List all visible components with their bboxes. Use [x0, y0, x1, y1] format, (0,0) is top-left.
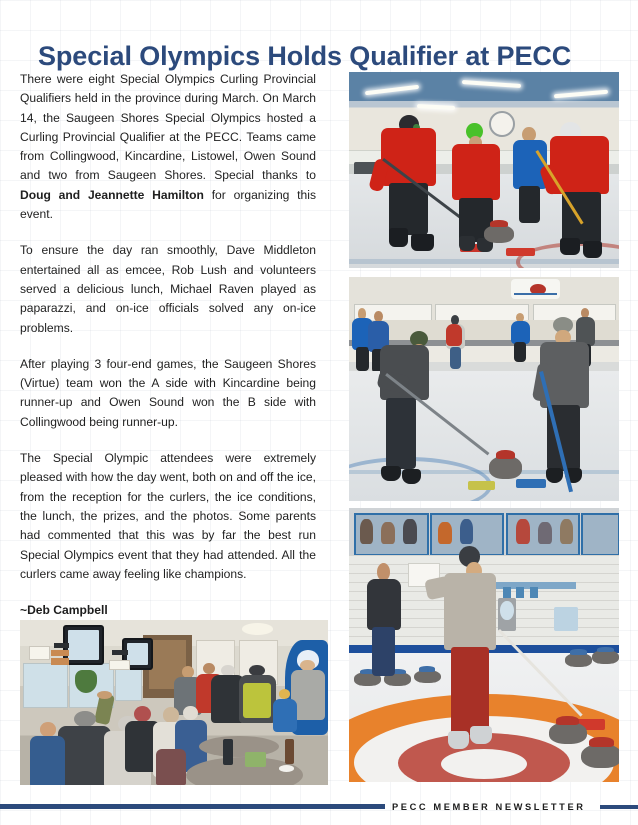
footer-rule-right [600, 805, 638, 809]
paragraph-1-text-before: There were eight Special Olympics Curling Provincial Qualifiers held in the province during March. On March 14, the Saugeen Shores Special Olympics hosted a Curling Provincial Qualifier at the PECC. Teams came from Collingwood, Kincardine, Listowel, Owen Sound and two from Saugeen Shores. Special thanks to [20, 72, 316, 183]
footer-rule-left [0, 804, 385, 809]
footer [0, 800, 638, 814]
paragraph-1 [20, 70, 316, 224]
page-title: Special Olympics Holds Qualifier at PECC [38, 41, 572, 72]
paragraph-2: To ensure the day ran smoothly, Dave Middleton entertained all as emcee, Rob Lush and volunteers served a delicious lunch, Michael Raven played as paparazzi, and on-ice officials solved any on-ice problems. [20, 243, 316, 335]
article-signature: ~Deb Campbell [20, 603, 108, 618]
organizers-names: Doug and Jeannette Hamilton [20, 187, 204, 202]
paragraph-4: The Special Olympic attendees were extremely pleased with how the day went, both on and off the ice, from the reception for the curlers, the ice conditions, the lunch, the prizes, and the photos. Some parents had commented that this was by far the best run Special Olympics event that they had attended. All the curlers came away feeling like champions. [20, 451, 316, 581]
photo-curlers-red [349, 72, 619, 268]
paragraph-1-text-after: for organizing this event. [20, 187, 316, 222]
photo-lounge [20, 620, 328, 785]
photo-sweepers [349, 277, 619, 501]
footer-label: PECC MEMBER NEWSLETTER [392, 802, 586, 812]
paragraph-3: After playing 3 four-end games, the Saugeen Shores (Virtue) team won the A side with Kincardine being runner-up and Owen Sound won the B side with Collingwood being runner-up. [20, 356, 316, 429]
photo-house-curler [349, 508, 619, 782]
article-body [20, 70, 316, 620]
